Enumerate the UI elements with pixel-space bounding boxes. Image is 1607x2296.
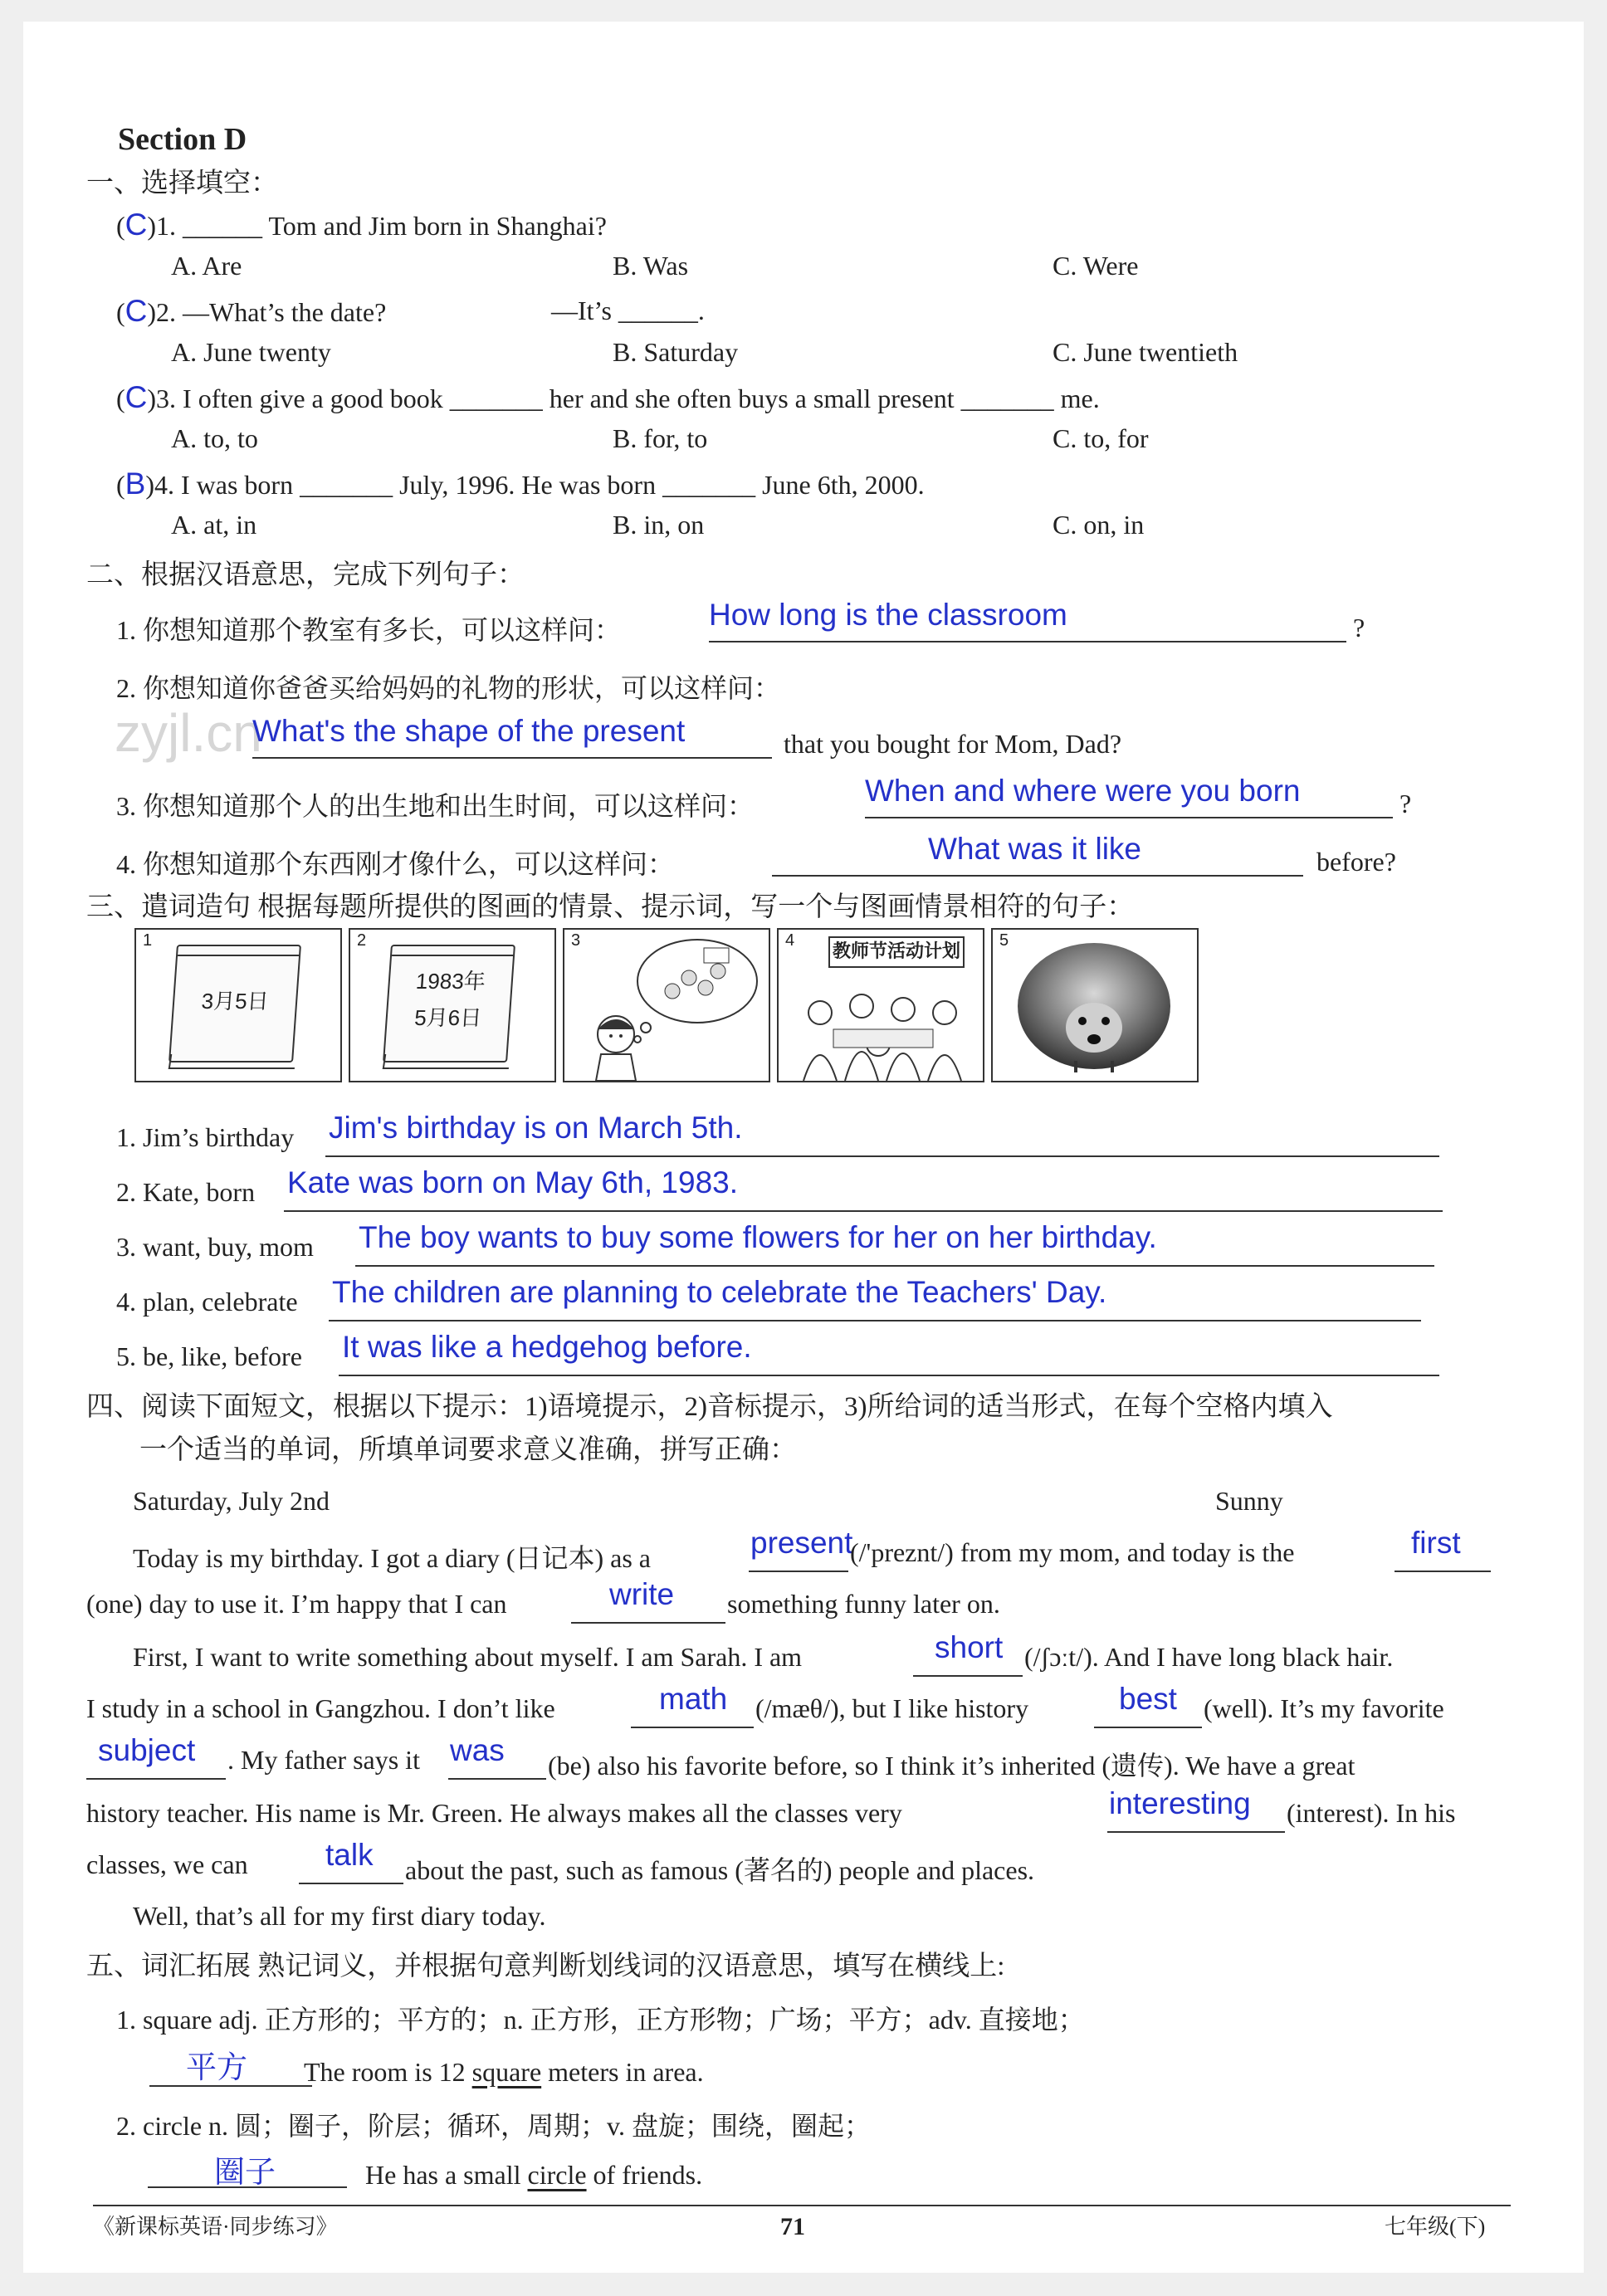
- p1-q4-opt-c: C. on, in: [1053, 510, 1145, 540]
- p1-q3: (C)3. I often give a good book _______ her and she often buys a small present _______ me.: [116, 380, 1100, 414]
- part4-heading-2: 一个适当的单词，所填单词要求意义准确，拼写正确：: [139, 1435, 797, 1465]
- p3-q1-answer: Jim's birthday is on March 5th.: [329, 1111, 743, 1145]
- p2-q3-text: 3. 你想知道那个人的出生地和出生时间，可以这样问：: [116, 791, 755, 821]
- picture-5-hedgehog: 5: [991, 928, 1199, 1082]
- p2-q4-answer: What was it like: [928, 832, 1142, 866]
- p3-q1-prompt: 1. Jim’s birthday: [116, 1122, 295, 1152]
- diary-s5a: . My father says it: [227, 1745, 420, 1775]
- p1-q3-opt-a: A. to, to: [171, 423, 258, 453]
- calendar-icon: [169, 945, 301, 1063]
- p1-q1-answer: C: [125, 208, 148, 242]
- p5-w1-underlined-word: square: [471, 2057, 542, 2087]
- diary-s1b: (/'preznt/) from my mom, and today is the: [850, 1537, 1295, 1567]
- blank-5-answer: math: [659, 1682, 728, 1716]
- p1-q1-opt-a: A. Are: [171, 251, 242, 281]
- p3-q3-answer: The boy wants to buy some flowers for her on her birthday.: [359, 1220, 1157, 1254]
- diary-s2a: (one) day to use it. I’m happy that I can: [86, 1589, 507, 1619]
- diary-s7a: classes, we can: [86, 1849, 248, 1879]
- part3-heading: 三、遣词造句 根据每题所提供的图画的情景、提示词，写一个与图画情景相符的句子：: [86, 892, 1135, 922]
- blank-10-line: [299, 1883, 403, 1884]
- diary-s6b: (interest). In his: [1287, 1798, 1456, 1828]
- watermark: zyjl.cn: [115, 703, 262, 763]
- p3-q3-prompt: 3. want, buy, mom: [116, 1232, 314, 1262]
- blank-3-answer: write: [609, 1577, 675, 1611]
- p3-q5-prompt: 5. be, like, before: [116, 1341, 302, 1371]
- part1-heading: 一、选择填空：: [86, 169, 278, 198]
- part2-heading: 二、根据汉语意思，完成下列句子：: [86, 560, 525, 590]
- p2-q4-tail: before?: [1316, 847, 1396, 877]
- children-illustration: [779, 930, 983, 1081]
- p1-q2-answer: C: [125, 294, 148, 328]
- blank-8-answer: was: [450, 1733, 505, 1767]
- p2-q2-line: [252, 757, 772, 759]
- blank-9-line: [1107, 1831, 1285, 1833]
- picture-1-calendar: 1 3月5日: [134, 928, 342, 1082]
- p1-q2-opt-a: A. June twenty: [171, 337, 331, 367]
- p3-q1-line: [325, 1155, 1439, 1157]
- diary-s4a: I study in a school in Gangzhou. I don’t like: [86, 1693, 555, 1723]
- blank-1-answer: present: [750, 1526, 853, 1560]
- footer-rule: [93, 2205, 1511, 2206]
- p3-q3-line: [355, 1265, 1434, 1267]
- p5-w2-sentence: He has a small circle of friends.: [365, 2160, 703, 2190]
- blank-3-line: [571, 1622, 725, 1624]
- p5-w1-answer: 平方: [186, 2050, 247, 2084]
- p1-q3-answer: C: [125, 380, 148, 414]
- calendar-icon: [383, 945, 515, 1063]
- p2-q4-line: [772, 875, 1303, 877]
- blank-7-line: [86, 1778, 226, 1780]
- picture-2-calendar: 2 1983年 5月6日: [349, 928, 556, 1082]
- footer-book-title: 《新课标英语·同步练习》: [93, 2215, 338, 2239]
- p3-q4-answer: The children are planning to celebrate the Teachers' Day.: [332, 1275, 1107, 1309]
- diary-s5b: (be) also his favorite before, so I think it’s inherited (遗传). We have a great: [548, 1751, 1355, 1781]
- p1-q3-opt-c: C. to, for: [1053, 423, 1149, 453]
- boy-thinking-illustration: [564, 930, 769, 1081]
- diary-s7b: about the past, such as famous (著名的) people and places.: [405, 1855, 1035, 1885]
- blank-8-line: [448, 1778, 546, 1780]
- page-number: 71: [780, 2213, 805, 2240]
- p2-q4-text: 4. 你想知道那个东西刚才像什么，可以这样问：: [116, 849, 675, 879]
- p2-q1-answer: How long is the classroom: [709, 598, 1067, 632]
- blank-2-answer: first: [1411, 1526, 1461, 1560]
- blank-6-line: [1094, 1727, 1202, 1728]
- blank-5-line: [631, 1727, 754, 1728]
- diary-s3b: (/ʃɔːt/). And I have long black hair.: [1024, 1642, 1394, 1672]
- blank-4-answer: short: [935, 1630, 1004, 1664]
- p1-q1-opt-b: B. Was: [613, 251, 689, 281]
- plan-board: 教师节活动计划: [828, 936, 965, 968]
- p1-q1-opt-c: C. Were: [1053, 251, 1139, 281]
- calendar-year: 1983年: [414, 969, 486, 994]
- diary-s8: Well, that’s all for my first diary today.: [133, 1901, 546, 1931]
- picture-3-boy-flowers: 3: [563, 928, 770, 1082]
- hedgehog-illustration: [993, 930, 1197, 1081]
- p2-q2-answer: What's the shape of the present: [252, 714, 686, 748]
- footer-grade: 七年级(下): [1385, 2215, 1486, 2239]
- calendar-date: 5月6日: [413, 1005, 483, 1030]
- p5-w1-sentence: The room is 12 square meters in area.: [304, 2057, 704, 2087]
- p3-q5-answer: It was like a hedgehog before.: [342, 1330, 752, 1364]
- blank-6-answer: best: [1119, 1682, 1177, 1716]
- worksheet-page: [23, 22, 1584, 2273]
- p1-q3-opt-b: B. for, to: [613, 423, 708, 453]
- p2-q2-text: 2. 你想知道你爸爸买给妈妈的礼物的形状，可以这样问：: [116, 673, 781, 703]
- p1-q4: (B)4. I was born _______ July, 1996. He was born _______ June 6th, 2000.: [116, 467, 925, 501]
- diary-s4b: (/mæθ/), but I like history: [755, 1693, 1029, 1723]
- p5-w2-answer: 圈子: [214, 2155, 276, 2189]
- blank-9-answer: interesting: [1109, 1786, 1251, 1820]
- section-title: Section D: [118, 122, 247, 157]
- p1-q2: (C)2. —What’s the date?: [116, 294, 387, 328]
- p3-q5-line: [339, 1375, 1439, 1376]
- blank-1-line: [749, 1571, 848, 1572]
- p1-q2-reply: —It’s ______.: [551, 296, 705, 325]
- diary-s1a: Today is my birthday. I got a diary (日记本) as a: [133, 1543, 651, 1573]
- p1-q1: (C)1. ______ Tom and Jim born in Shanghai?: [116, 208, 607, 242]
- p5-word1-definition: 1. square adj. 正方形的；平方的；n. 正方形，正方形物；广场；平方；adv. 直接地；: [116, 2005, 1085, 2035]
- p1-q4-answer: B: [125, 467, 146, 501]
- p5-w2-underlined-word: circle: [527, 2160, 587, 2190]
- p1-q4-opt-b: B. in, on: [613, 510, 705, 540]
- p2-q1-line: [709, 641, 1346, 642]
- p1-q2-opt-c: C. June twentieth: [1053, 337, 1238, 367]
- diary-s4c: (well). It’s my favorite: [1204, 1693, 1444, 1723]
- p2-q3-line: [865, 817, 1393, 818]
- p2-q2-tail: that you bought for Mom, Dad?: [784, 729, 1122, 759]
- p2-q3-end: ?: [1399, 789, 1412, 818]
- blank-4-line: [913, 1675, 1023, 1677]
- part5-heading: 五、词汇拓展 熟记词义，并根据句意判断划线词的汉语意思，填写在横线上:: [86, 1952, 1005, 1981]
- diary-weather: Sunny: [1215, 1486, 1283, 1516]
- p3-q2-answer: Kate was born on May 6th, 1983.: [287, 1165, 739, 1199]
- p1-q4-opt-a: A. at, in: [171, 510, 257, 540]
- p3-q2-line: [284, 1210, 1443, 1212]
- blank-10-answer: talk: [325, 1838, 374, 1872]
- p2-q1-text: 1. 你想知道那个教室有多长，可以这样问：: [116, 615, 622, 645]
- blank-2-line: [1395, 1571, 1491, 1572]
- p2-q1-end: ?: [1353, 613, 1365, 642]
- p2-q3-answer: When and where were you born: [865, 774, 1301, 808]
- picture-4-classroom-plan: 4 教师节活动计划: [777, 928, 984, 1082]
- calendar-date: 3月5日: [200, 989, 270, 1014]
- diary-s3a: First, I want to write something about myself. I am Sarah. I am: [133, 1642, 803, 1672]
- blank-7-answer: subject: [98, 1733, 196, 1767]
- p1-q2-opt-b: B. Saturday: [613, 337, 739, 367]
- diary-s6a: history teacher. His name is Mr. Green. He always makes all the classes very: [86, 1798, 902, 1828]
- diary-date: Saturday, July 2nd: [133, 1486, 330, 1516]
- p3-q4-prompt: 4. plan, celebrate: [116, 1287, 298, 1317]
- part4-heading-1: 四、阅读下面短文，根据以下提示：1)语境提示，2)音标提示，3)所给词的适当形式，在每个空格内填入: [86, 1392, 1333, 1422]
- p3-q2-prompt: 2. Kate, born: [116, 1177, 256, 1207]
- p3-q4-line: [329, 1320, 1421, 1321]
- diary-s2b: something funny later on.: [727, 1589, 1000, 1619]
- p5-word2-definition: 2. circle n. 圆；圈子，阶层；循环，周期；v. 盘旋；围绕，圈起；: [116, 2111, 871, 2141]
